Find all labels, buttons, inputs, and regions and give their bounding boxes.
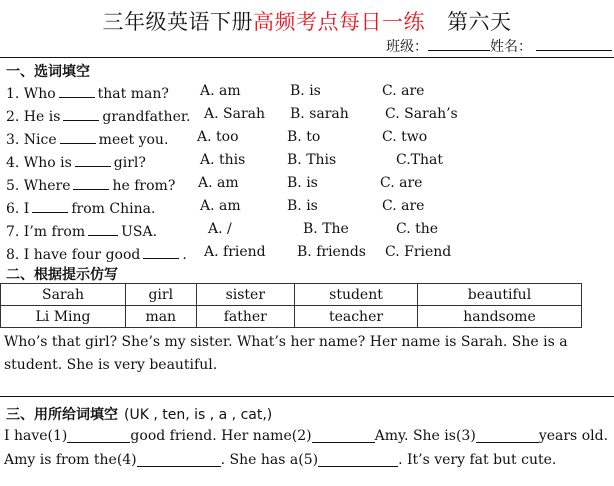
option-c[interactable]: C. the <box>396 221 439 237</box>
option-a[interactable]: A. am <box>198 175 239 191</box>
question-text: from China. <box>71 201 156 217</box>
answer-blank[interactable] <box>60 129 96 144</box>
question-item <box>6 198 155 217</box>
option-b[interactable]: B. is <box>290 83 321 99</box>
question-text: 2. He is <box>6 109 61 125</box>
table-cell: handsome <box>417 306 581 328</box>
fill-line-2 <box>4 452 608 468</box>
section2-heading: 二、根据提示仿写 <box>6 267 118 283</box>
question-text: 4. Who is <box>6 155 72 171</box>
question-text: grandfather. <box>102 109 191 125</box>
name-blank[interactable] <box>536 36 612 51</box>
question-item <box>6 175 175 194</box>
question-item <box>6 83 169 102</box>
option-b[interactable]: B. This <box>287 152 337 168</box>
table-row <box>1 284 582 306</box>
option-c[interactable]: C. two <box>382 129 428 145</box>
answer-blank[interactable] <box>63 106 99 121</box>
answer-blank[interactable] <box>73 175 109 190</box>
blank-5[interactable] <box>318 452 398 467</box>
question-text: girl? <box>113 155 146 171</box>
question-text: . <box>182 247 187 263</box>
answer-blank[interactable] <box>143 244 179 259</box>
blank-4[interactable] <box>137 452 221 467</box>
question-text: 3. Nice <box>6 132 57 148</box>
option-c[interactable]: C. are <box>382 198 425 214</box>
example-paragraph: Who’s that girl? She’s my sister. What’s her name? Her name is Sarah. She is a student. She is very beautiful. <box>4 334 568 373</box>
question-text: that man? <box>97 86 169 102</box>
answer-blank[interactable] <box>32 198 68 213</box>
option-c[interactable]: C.That <box>396 152 443 168</box>
class-blank[interactable] <box>428 36 490 51</box>
name-label: 姓名： <box>490 39 532 55</box>
option-b[interactable]: B. friends <box>297 244 366 260</box>
title-day: 第六天 <box>447 10 512 34</box>
question-text: 7. I’m from <box>6 224 86 240</box>
option-c[interactable]: C. Friend <box>385 244 452 260</box>
option-a[interactable]: A. this <box>200 152 246 168</box>
fill-text: . It’s very fat but cute. <box>398 452 557 468</box>
blank-1[interactable] <box>67 428 130 443</box>
divider-bottom <box>0 396 614 397</box>
section1-heading: 一、选词填空 <box>6 64 90 80</box>
option-c[interactable]: C. are <box>380 175 423 191</box>
question-text: 5. Where <box>6 178 71 194</box>
title-highlight: 高频考点每日一练 <box>253 10 425 34</box>
option-b[interactable]: B. is <box>287 198 318 214</box>
question-item <box>6 152 146 171</box>
question-item <box>6 106 190 125</box>
table-cell: sister <box>196 284 295 306</box>
example-table <box>0 283 582 328</box>
blank-3[interactable] <box>476 428 539 443</box>
table-cell: Li Ming <box>1 306 126 328</box>
question-text: meet you. <box>98 132 169 148</box>
option-a[interactable]: A. / <box>208 221 232 237</box>
section3-heading <box>6 404 272 424</box>
question-text: 8. I have four good <box>6 247 141 263</box>
option-a[interactable]: A. am <box>200 198 241 214</box>
table-cell: man <box>125 306 196 328</box>
question-item <box>6 221 157 240</box>
answer-blank[interactable] <box>88 221 118 236</box>
question-text: USA. <box>121 224 158 240</box>
table-cell: Sarah <box>1 284 126 306</box>
option-c[interactable]: C. are <box>382 83 425 99</box>
option-a[interactable]: A. am <box>200 83 241 99</box>
option-b[interactable]: B. The <box>303 221 349 237</box>
option-a[interactable]: A. friend <box>204 244 266 260</box>
divider-top <box>0 57 614 58</box>
question-item <box>6 129 168 148</box>
class-label: 班级： <box>386 39 428 55</box>
table-cell: student <box>295 284 418 306</box>
word-bank: (UK , ten, is , a , cat,) <box>124 407 273 423</box>
table-cell: beautiful <box>417 284 581 306</box>
option-a[interactable]: A. Sarah <box>204 106 266 122</box>
fill-text: Amy. She is(3) <box>374 428 476 444</box>
table-cell: teacher <box>295 306 418 328</box>
option-b[interactable]: B. is <box>287 175 318 191</box>
title-main: 三年级英语下册 <box>102 10 253 34</box>
option-b[interactable]: B. to <box>287 129 321 145</box>
table-cell: father <box>196 306 295 328</box>
page-title <box>0 6 614 36</box>
blank-2[interactable] <box>312 428 375 443</box>
answer-blank[interactable] <box>59 83 95 98</box>
fill-text: . She has a(5) <box>220 452 319 468</box>
fill-text: I have(1) <box>4 428 68 444</box>
fill-line-1 <box>4 428 608 444</box>
class-name-line <box>386 36 612 56</box>
question-text: 6. I <box>6 201 30 217</box>
fill-text: Amy is from the(4) <box>4 452 137 468</box>
question-item <box>6 244 187 263</box>
fill-text: years old. <box>538 428 609 444</box>
option-c[interactable]: C. Sarah’s <box>385 106 458 122</box>
option-b[interactable]: B. sarah <box>290 106 349 122</box>
answer-blank[interactable] <box>75 152 111 167</box>
question-text: he from? <box>112 178 176 194</box>
table-row <box>1 306 582 328</box>
option-a[interactable]: A. too <box>197 129 239 145</box>
fill-text: good friend. Her name(2) <box>130 428 312 444</box>
section3-title: 三、用所给词填空 <box>6 407 118 423</box>
question-text: 1. Who <box>6 86 56 102</box>
table-cell: girl <box>125 284 196 306</box>
